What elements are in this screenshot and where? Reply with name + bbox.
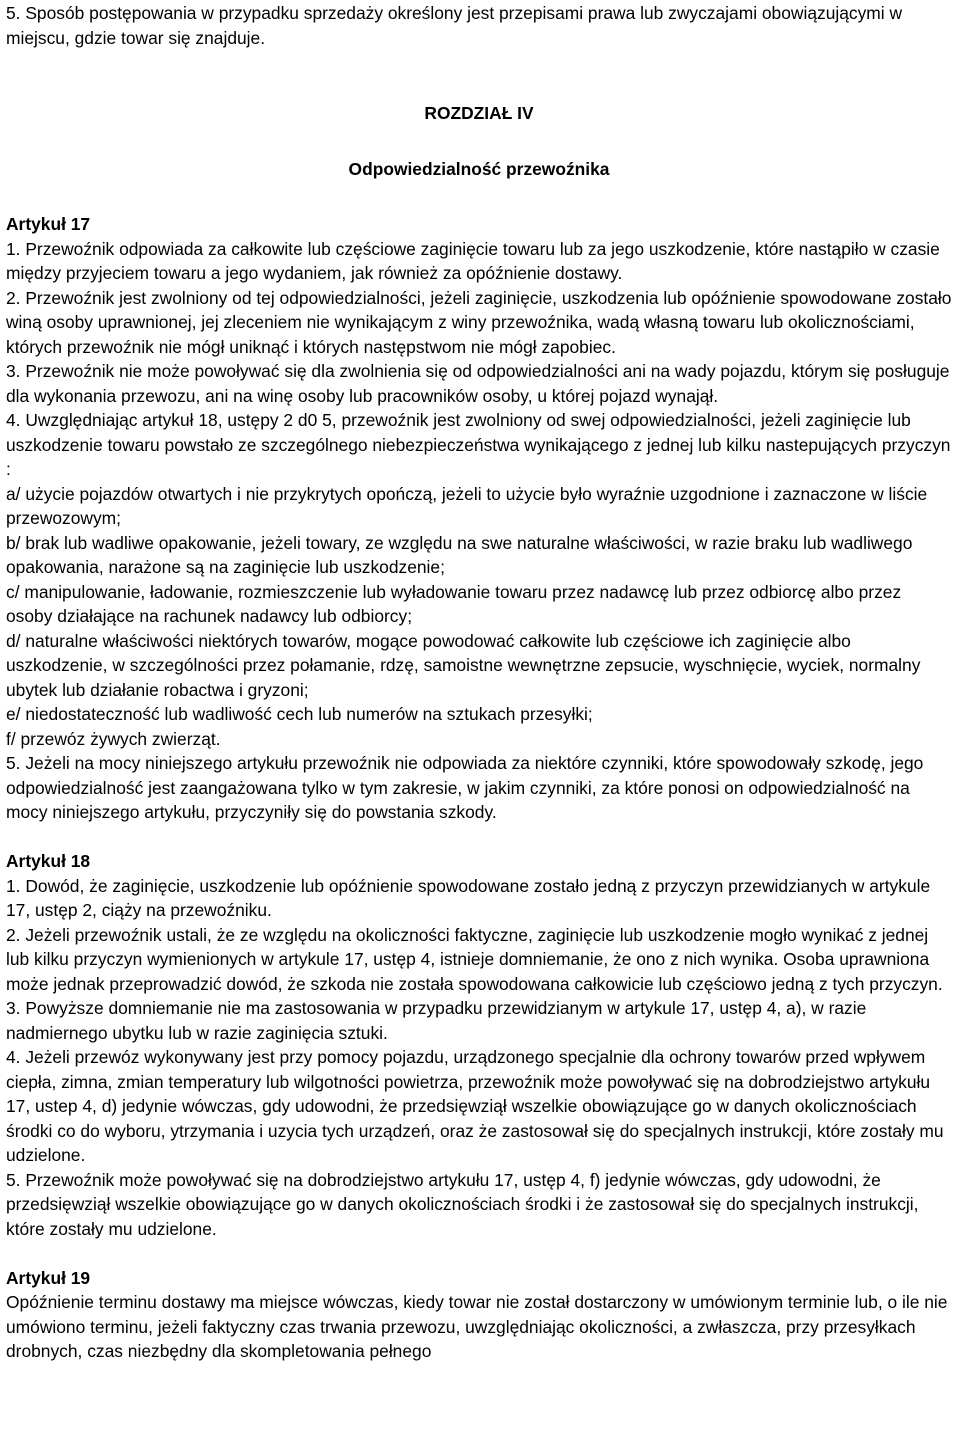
article-17-point-c: c/ manipulowanie, ładowanie, rozmieszczenie lub wyładowanie towaru przez nadawcę lub przez odbiorcę albo przez osoby działające na rachunek nadawcy lub odbiorcy; xyxy=(6,581,902,626)
article-19-heading: Artykuł 19 xyxy=(6,1267,91,1288)
article-18-paragraph-2: 2. Jeżeli przewoźnik ustali, że ze względu na okoliczności faktyczne, zaginięcie lub uszkodzenie mogło wynikać z jednej lub kilku przyczyn wymienionych w artykule 17, ustęp 4, istnieje domniemanie, że ono z nich wynika. Osoba uprawniona może jednak przeprowadzić dowód, że szkoda nie została spowodowana całkowicie lub częściowo jedną z tych przyczyn. xyxy=(6,924,943,994)
article-17-paragraph-3: 3. Przewoźnik nie może powoływać się dla zwolnienia się od odpowiedzialności ani na wady pojazdu, którym się posługuje dla wykonania przewozu, ani na winę osoby lub pracowników osoby, u której pojazd wynajął. xyxy=(6,361,950,406)
article-18-paragraph-5: 5. Przewoźnik może powoływać się na dobrodziejstwo artykułu 17, ustęp 4, f) jedynie wówczas, gdy udowodni, że przedsięwziął wszelkie obowiązujące go w danych okolicznościach środki i że zastosował się do specjalnych instrukcji, które zostały mu udzielone. xyxy=(6,1169,919,1239)
document-page xyxy=(6,1,952,1364)
article-18-paragraph-1: 1. Dowód, że zaginięcie, uszkodzenie lub opóźnienie spowodowane zostało jedną z przyczyn przewidzianych w artykule 17, ustęp 2, ciąży na przewoźniku. xyxy=(6,875,931,920)
intro-paragraph: 5. Sposób postępowania w przypadku sprzedaży określony jest przepisami prawa lub zwyczajami obowiązującymi w miejscu, gdzie towar się znajduje. xyxy=(6,3,903,48)
chapter-number: ROZDZIAŁ IV xyxy=(424,103,534,123)
article-19-paragraph-1: Opóźnienie terminu dostawy ma miejsce wówczas, kiedy towar nie został dostarczony w umówionym terminie lub, o ile nie umówiono terminu, jeżeli faktyczny czas trwania przewozu, uwzględniając okoliczności, a zwłaszcza, przy przesyłkach drobnych, czas niezbędny dla skompletowania pełnego xyxy=(6,1292,948,1361)
article-17-point-e: e/ niedostateczność lub wadliwość cech lub numerów na sztukach przesyłki; xyxy=(6,704,593,724)
chapter-title: Odpowiedzialność przewoźnika xyxy=(348,158,610,179)
article-17-point-a: a/ użycie pojazdów otwartych i nie przykrytych opończą, jeżeli to użycie było wyraźnie uzgodnione i zaznaczone w liście przewozowym; xyxy=(6,483,928,528)
article-17-heading: Artykuł 17 xyxy=(6,214,91,234)
article-17-point-f: f/ przewóz żywych zwierząt. xyxy=(6,728,221,749)
article-17-paragraph-4: 4. Uwzględniając artykuł 18, ustępy 2 d0 5, przewoźnik jest zwolniony od swej odpowiedzialności, jeżeli zaginięcie lub uszkodzenie towaru powstało ze szczególnego niebezpieczeństwa wynikającego z jednej lub kilku nastepujących przyczyn : xyxy=(6,410,951,479)
article-17-paragraph-1: 1. Przewoźnik odpowiada za całkowite lub częściowe zaginięcie towaru lub za jego uszkodzenie, które nastąpiło w czasie między przyjeciem towaru a jego wydaniem, jak również za opóźnienie dostawy. xyxy=(6,238,940,283)
article-18-paragraph-4: 4. Jeżeli przewóz wykonywany jest przy pomocy pojazdu, urządzonego specjalnie dla ochrony towarów przed wpływem ciepła, zimna, zmian temperatury lub wilgotności powietrza, przewoźnik może powoływać się na dobrodziejstwo artykułu 17, ustep 4, d) jedynie wówczas, gdy udowodni, że przedsięwziął wszelkie obowiązujące go w danych okolicznościach środki co do wyboru, ytrzymania i uzycia tych urządzeń, oraz że zastosował się do specjalnych instrukcji, które zostały mu udzielone. xyxy=(6,1047,944,1165)
article-18-heading: Artykuł 18 xyxy=(6,851,91,871)
article-17-point-d: d/ naturalne właściwości niektórych towarów, mogące powodować całkowite lub częściowe ich zaginięcie albo uszkodzenie, w szczególności przez połamanie, rdzę, samoistne wewnętrzne zepsucie, wyschnięcie, wyciek, normalny ubytek lub działanie robactwa i gryzoni; xyxy=(6,630,921,700)
article-17-point-b: b/ brak lub wadliwe opakowanie, jeżeli towary, ze względu na swe naturalne właściwości, w razie braku lub wadliwego opakowania, narażone są na zaginięcie lub uszkodzenie; xyxy=(6,532,913,577)
article-18-paragraph-3: 3. Powyższe domniemanie nie ma zastosowania w przypadku przewidzianym w artykule 17, ustęp 4, a), w razie nadmiernego ubytku lub w razie zaginięcia sztuki. xyxy=(6,998,867,1043)
article-17-paragraph-2: 2. Przewoźnik jest zwolniony od tej odpowiedzialności, jeżeli zaginięcie, uszkodzenia lub opóźnienie spowodowane zostało winą osoby uprawnionej, jej zleceniem nie wynikającym z winy przewoźnika, wadą własną towaru lub okolicznościami, których przewoźnik nie mógł uniknąć i których następstwom nie mógł zapobiec. xyxy=(6,287,952,357)
article-17-paragraph-5: 5. Jeżeli na mocy niniejszego artykułu przewoźnik nie odpowiada za niektóre czynniki, które spowodowały szkodę, jego odpowiedzialność jest zaangażowana tylko w tym zakresie, w jakim czynniki, za które ponosi on odpowiedzialność na mocy niniejszego artykułu, przyczyniły się do powstania szkody. xyxy=(6,753,924,822)
